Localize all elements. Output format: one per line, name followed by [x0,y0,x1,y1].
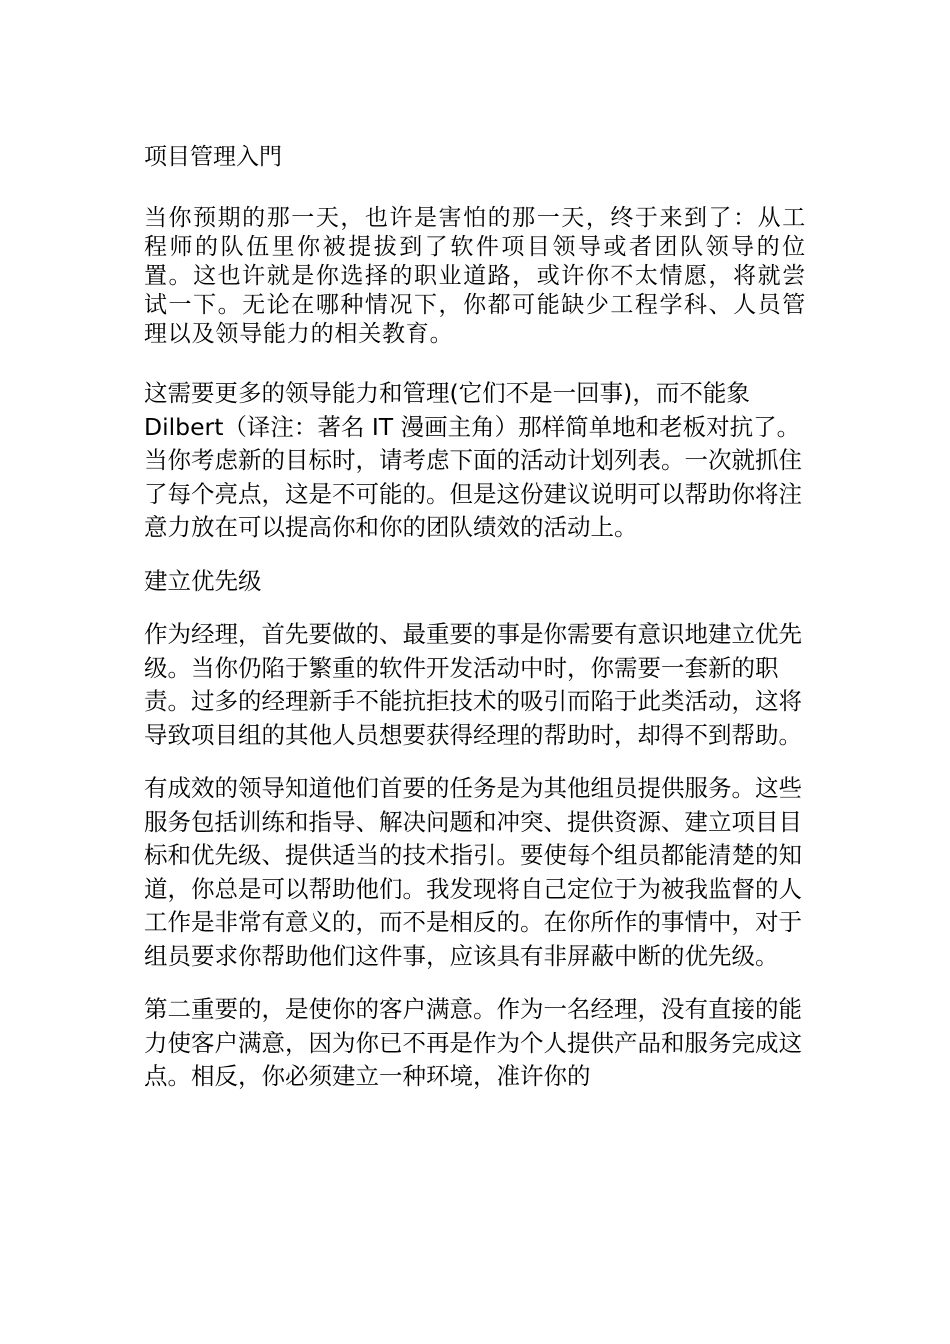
section-heading-priorities: 建立优先级 [144,566,262,595]
paragraph-leadership: 这需要更多的领导能力和管理(它们不是一回事)，而不能象 Dilbert（译注：著名 IT 漫画主角）那样简单地和老板对抗了。当你考虑新的目标时，请考虑下面的活动计划列表。一次就抓住了每个亮点，这是不可能的。但是这份建议说明可以帮助你将注意力放在可以提高你和你的团队绩效的活动上。 [144,379,802,541]
document-title: 项目管理入門 [144,144,282,170]
paragraph-customers: 第二重要的，是使你的客户满意。作为一名经理，没有直接的能力使客户满意，因为你已不再是作为个人提供产品和服务完成这点。相反，你必须建立一种环境，准许你的 [144,995,802,1090]
intro-paragraph: 当你预期的那一天，也许是害怕的那一天，终于来到了：从工程师的队伍里你被提拔到了软件项目领导或者团队领导的位置。这也许就是你选择的职业道路，或许你不太情愿，将就尝试一下。无论在哪种情况下，你都可能缺少工程学科、人员管理以及领导能力的相关教育。 [144,205,806,347]
paragraph-service: 有成效的领导知道他们首要的任务是为其他组员提供服务。这些服务包括训练和指导、解决问题和冲突、提供资源、建立项目目标和优先级、提供适当的技术指引。要使每个组员都能清楚的知道，你总是可以帮助他们。我发现将自己定位于为被我监督的人工作是非常有意义的，而不是相反的。在你所作的事情中，对于组员要求你帮助他们这件事，应该具有非屏蔽中断的优先级。 [144,774,802,970]
document-body [144,140,806,1114]
paragraph-priorities: 作为经理，首先要做的、最重要的事是你需要有意识地建立优先级。当你仍陷于繁重的软件开发活动中时，你需要一套新的职责。过多的经理新手不能抗拒技术的吸引而陷于此类活动，这将导致项目组的其他人员想要获得经理的帮助时，却得不到帮助。 [144,620,802,749]
